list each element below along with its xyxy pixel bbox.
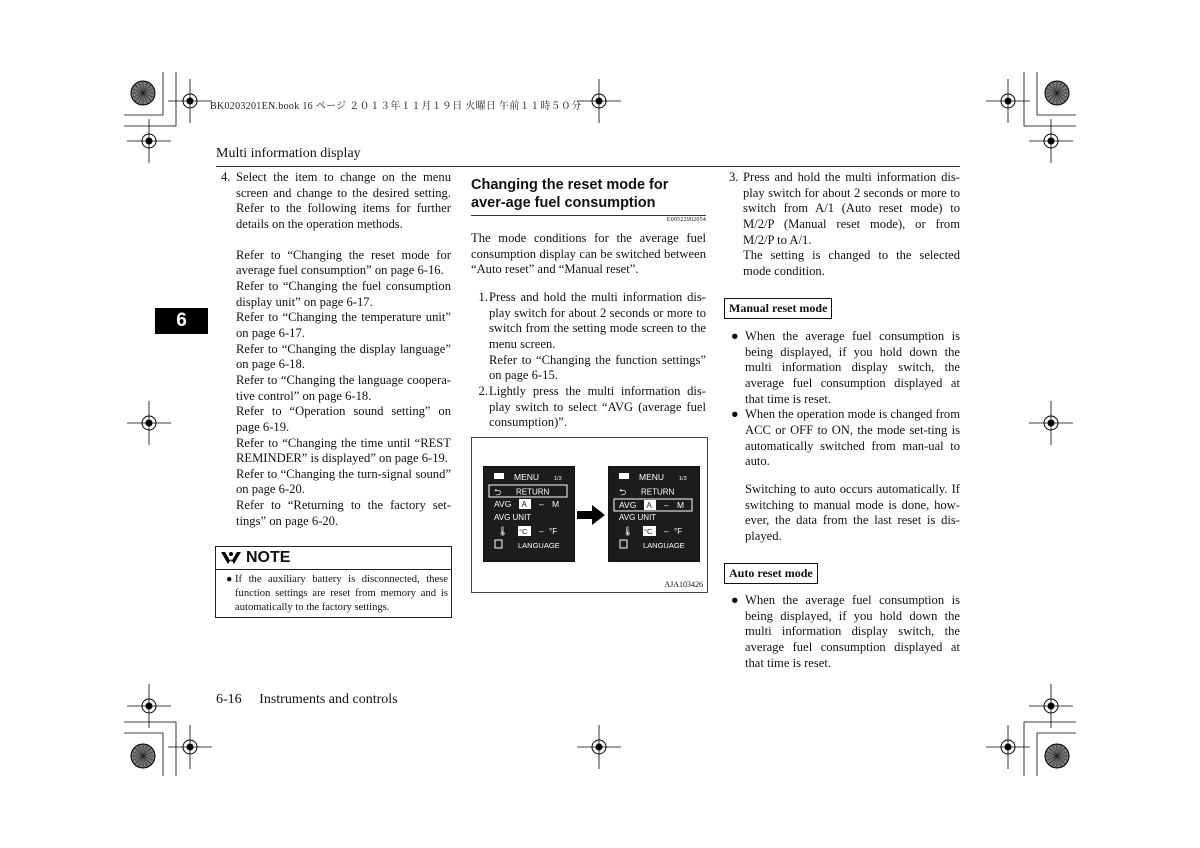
chapter-name: Instruments and controls	[259, 692, 398, 707]
auto-reset-mode-label: Auto reset mode	[724, 563, 818, 584]
svg-text:°C: °C	[644, 527, 653, 536]
svg-text:–: –	[539, 526, 544, 536]
svg-text:LANGUAGE: LANGUAGE	[643, 541, 685, 550]
menu-illustration	[471, 437, 708, 593]
svg-text:°F: °F	[674, 527, 683, 536]
heading-rule	[471, 215, 706, 216]
svg-text:LANGUAGE: LANGUAGE	[518, 541, 560, 550]
note-box	[215, 546, 452, 618]
svg-text:AVG UNIT: AVG UNIT	[494, 513, 532, 522]
step-1: 1. Press and hold the multi information dis-play switch for about 2 seconds or more to switch from the setting mode screen to the menu screen.	[478, 289, 706, 351]
subsection-heading: Changing the reset mode for aver-age fuel consumption	[471, 177, 669, 211]
chapter-tab: 6	[155, 308, 208, 334]
svg-text:A: A	[521, 500, 527, 509]
display-screen-before	[483, 466, 575, 562]
page-footer	[216, 692, 398, 708]
step-2: 2. Lightly press the multi information dis-play switch to select “AVG (average fuel consumption)”.	[478, 383, 706, 430]
manual-reset-extra: Switching to auto occurs automatically. If switching to manual mode is done, how-ever, the data from the last reset is dis-played.	[745, 481, 960, 543]
note-label: NOTE	[246, 549, 291, 566]
column-1	[221, 170, 451, 529]
svg-text:AVG: AVG	[494, 499, 512, 509]
list-item: ● When the operation mode is changed from ACC or OFF to ON, the mode set-ting is automatically switched from man-ual to auto.	[731, 407, 960, 469]
header-rule	[216, 166, 960, 167]
step-4	[221, 170, 451, 233]
column-3	[729, 170, 960, 280]
thermometer-icon: 🌡	[622, 526, 634, 536]
bullet: ●	[226, 574, 233, 585]
svg-text:AVG UNIT: AVG UNIT	[619, 513, 657, 522]
svg-text:°F: °F	[549, 527, 558, 536]
step-1-ref: Refer to “Changing the function settings” on page 6-15.	[489, 352, 706, 383]
svg-text:–: –	[664, 500, 669, 510]
return-arrow-icon: ⮌	[619, 487, 627, 497]
list-item: ● When the average fuel consumption is being displayed, if you hold down the multi information display switch, the average fuel consumption displayed at that time is reset.	[731, 329, 960, 406]
column-2	[471, 231, 706, 431]
svg-text:AVG: AVG	[619, 500, 637, 510]
reference-line: Refer to “Returning to the factory set-tings” on page 6-20.	[236, 498, 451, 528]
svg-text:1/3: 1/3	[679, 476, 687, 482]
reference-line: Refer to “Changing the time until “REST REMINDER” is displayed” on page 6-19.	[236, 435, 451, 466]
note-icon	[220, 550, 242, 566]
step-text: Select the item to change on the menu screen and change to the desired setting. Refer to the following items for further details on the operation methods.	[236, 170, 451, 231]
svg-text:–: –	[539, 499, 544, 509]
svg-text:°C: °C	[519, 527, 528, 536]
step-number: 4.	[221, 170, 231, 184]
svg-text:A: A	[646, 501, 652, 510]
figure-code: AJA103426	[664, 580, 703, 589]
svg-text:1/3: 1/3	[554, 476, 562, 482]
svg-text:RETURN: RETURN	[516, 487, 550, 497]
reference-line: Refer to “Changing the display language” on page 6-18.	[236, 341, 451, 372]
document-code: E00522902054	[666, 217, 706, 223]
svg-text:M: M	[552, 499, 560, 509]
svg-text:MENU: MENU	[639, 472, 665, 482]
manual-reset-mode-label: Manual reset mode	[724, 298, 832, 319]
svg-text:MENU: MENU	[514, 472, 540, 482]
manual-reset-bullets	[731, 329, 960, 545]
reference-line: Refer to “Changing the language coopera-tive control” on page 6-18.	[236, 372, 451, 403]
arrow-right-icon	[576, 504, 606, 526]
reference-line: Refer to “Changing the turn-signal sound” on page 6-20.	[236, 466, 451, 497]
intro-text: The mode conditions for the average fuel consumption display can be switched between “Auto reset” and “Manual reset”.	[471, 231, 706, 277]
note-text: If the auxiliary battery is disconnected, these function settings are reset from memory and is automatically to the factory settings.	[235, 574, 448, 613]
svg-text:–: –	[664, 526, 669, 536]
svg-text:RETURN: RETURN	[641, 487, 675, 497]
auto-reset-bullets	[731, 593, 960, 671]
return-arrow-icon: ⮌	[494, 487, 502, 497]
display-screen-after	[608, 466, 700, 562]
reference-line: Refer to “Operation sound setting” on page 6-19.	[236, 404, 451, 434]
section-title: Multi information display	[216, 146, 361, 161]
step-result: The setting is changed to the selected mode condition.	[743, 248, 960, 278]
page-number: 6-16	[216, 692, 242, 707]
svg-text:M: M	[677, 500, 685, 510]
thermometer-icon: 🌡	[497, 526, 509, 536]
reference-line: Refer to “Changing the reset mode for average fuel consumption” on page 6-16.	[236, 247, 451, 278]
step-text: Press and hold the multi information dis-play switch for about 2 seconds or more to switch from A/1 (Auto reset mode) to M/2/P (Manual reset mode), or from M/2/P to A/1.	[743, 170, 960, 247]
step-3: 3. Press and hold the multi information dis-play switch for about 2 seconds or more to switch from A/1 (Auto reset mode) to M/2/P (Manual reset mode), or from M/2/P to A/1. The setting is changed to the selected mode condition.	[729, 170, 960, 278]
reference-line: Refer to “Changing the fuel consumption display unit” on page 6-17.	[236, 278, 451, 309]
list-item: ● When the average fuel consumption is being displayed, if you hold down the multi information display switch, the average fuel consumption displayed at that time is reset.	[731, 593, 960, 670]
print-header: BK0203201EN.book 16 ページ ２０１３年１１月１９日 火曜日 午前１１時５０分	[210, 101, 582, 112]
reference-line: Refer to “Changing the temperature unit” on page 6-17.	[236, 310, 451, 340]
